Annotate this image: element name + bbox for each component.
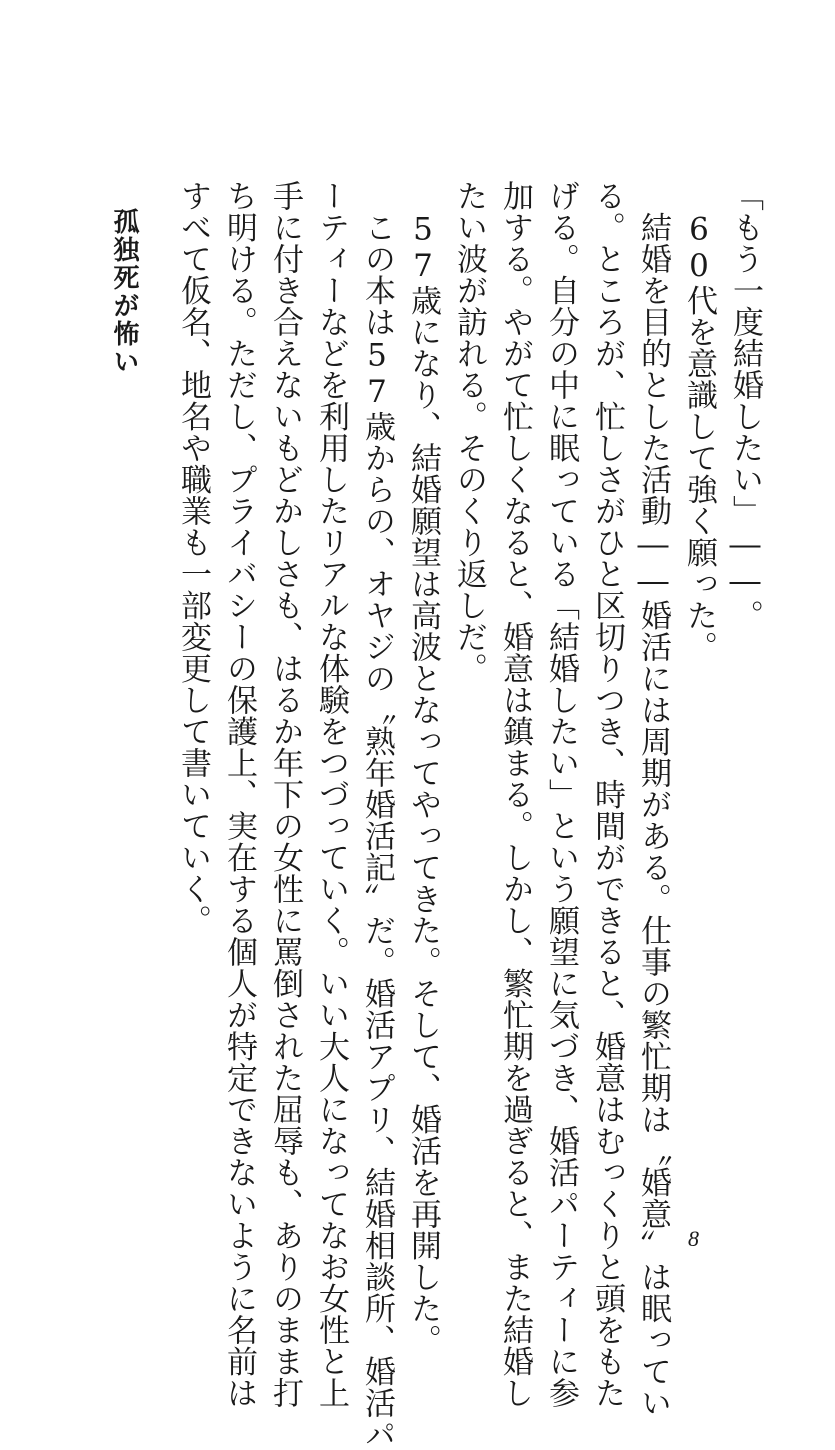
body-line-1: 「もう一度結婚したい」――。 (727, 180, 763, 631)
body-line-2: 60代を意識して強く願った。 (681, 180, 717, 663)
body-line-12: ち明ける。ただし、プライバシーの保護上、実在する個人が特定できないように名前は (221, 180, 257, 1409)
body-line-10: ーティーなどを利用したリアルな体験をつづっていく。いい大人になってなお女性と上 (313, 180, 349, 1409)
body-line-13: すべて仮名、地名や職業も一部変更して書いていく。 (175, 180, 211, 936)
body-line-5: げる。自分の中に眠っている「結婚したい」という願望に気づき、婚活パーティーに参 (543, 180, 579, 1409)
body-line-6: 加する。やがて忙しくなると、婚意は鎮まる。しかし、繁忙期を過ぎると、また結婚し (497, 180, 533, 1409)
section-title: 孤独死が怖い (109, 208, 139, 376)
page-number: 8 (688, 1226, 699, 1251)
body-line-8: 57歳になり、結婚願望は高波となってやってきた。そして、婚活を再開した。 (405, 180, 441, 1356)
body-line-11: 手に付き合えないもどかしさも、はるか年下の女性に罵倒された屈辱も、ありのまま打 (267, 180, 303, 1409)
body-line-3: 結婚を目的とした活動――婚活には周期がある。仕事の繁忙期は〝婚意〟は眠ってい (635, 180, 671, 1419)
body-line-9: この本は57歳からの、オヤジの〝熟年婚活記〟だ。婚活アプリ、結婚相談所、婚活パ (359, 180, 395, 1450)
body-line-4: る。ところが、忙しさがひと区切りつき、時間ができると、婚意はむっくりと頭をもた (589, 180, 625, 1409)
body-line-7: たい波が訪れる。そのくり返しだ。 (451, 180, 487, 684)
